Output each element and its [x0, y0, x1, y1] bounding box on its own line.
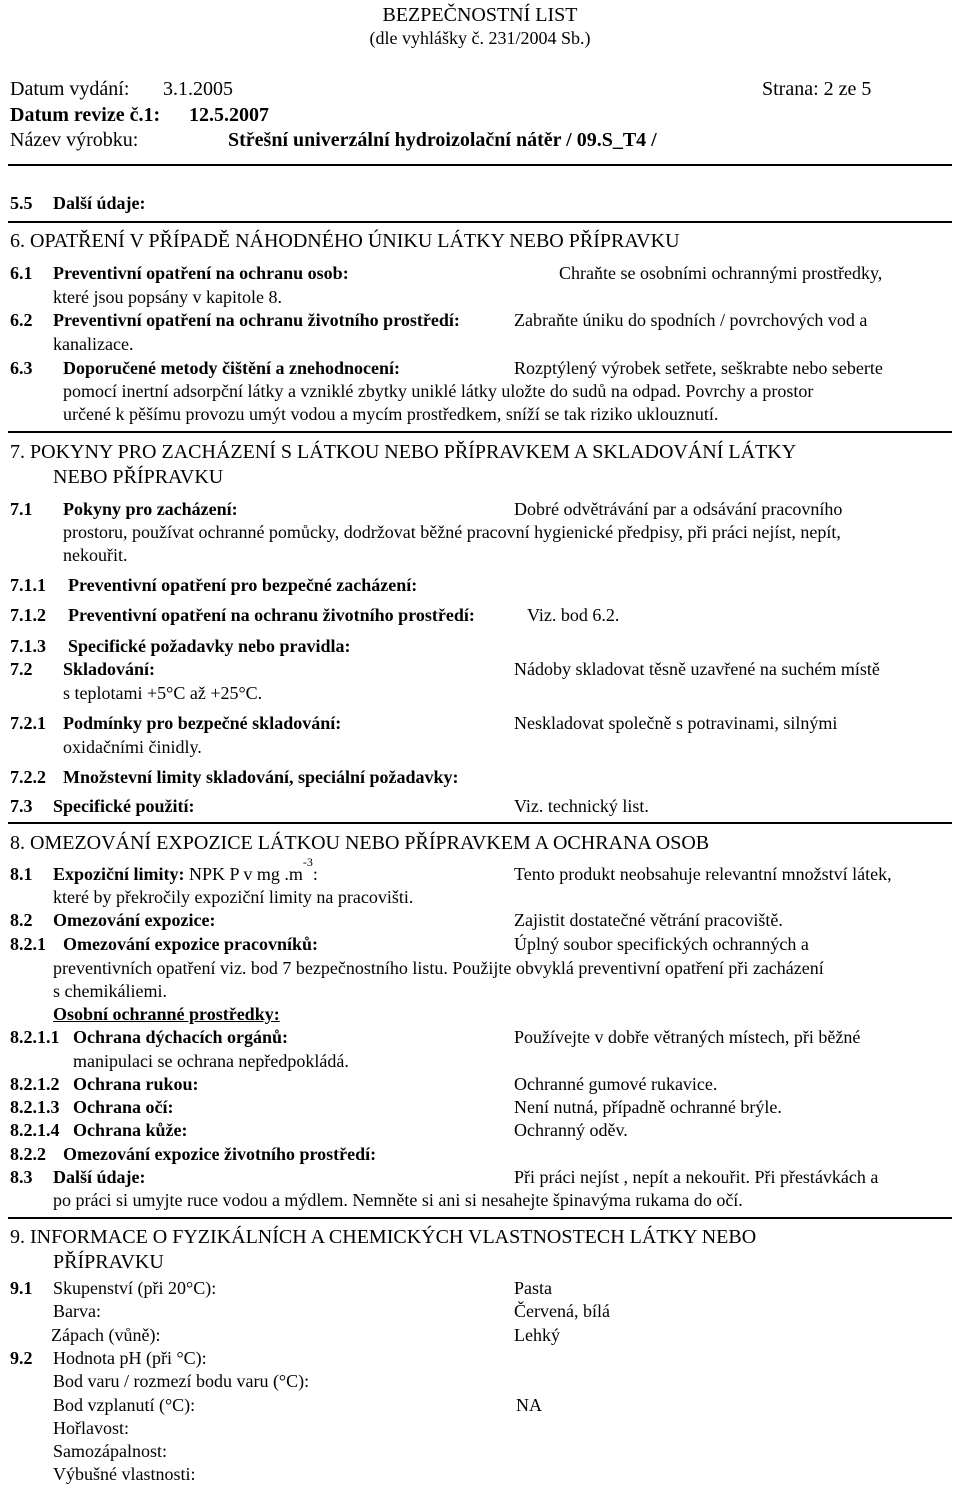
s61-value: Chraňte se osobními ochrannými prostředky,: [559, 263, 883, 283]
s83-number: 8.3: [10, 1167, 33, 1187]
odor-label: Zápach (vůně):: [51, 1325, 161, 1345]
personal-protection-heading: Osobní ochranné prostředky:: [53, 1004, 280, 1024]
s721-value-cont: oxidačními činidly.: [63, 737, 202, 757]
s721-number: 7.2.1: [10, 713, 46, 733]
s63-value-cont: pomocí inertní adsorpční látky a vzniklé zbytky uniklé látky uložte do sudů na odpad. Povrchy a prostor: [63, 381, 814, 401]
s81-label: Expoziční limity:: [53, 864, 185, 884]
s8211-label: Ochrana dýchacích orgánů:: [73, 1027, 289, 1047]
product-name: Střešní univerzální hydroizolační nátěr / 09.S_T4 /: [228, 129, 657, 151]
s83-label: Další údaje:: [53, 1167, 146, 1187]
s713-label: Specifické požadavky nebo pravidla:: [68, 636, 351, 656]
issue-date: 3.1.2005: [163, 78, 233, 100]
s71-value-cont: prostoru, používat ochranné pomůcky, dodržovat běžné pracovní hygienické předpisy, při práci nejíst, nepít,: [63, 522, 841, 542]
flammability-label: Hořlavost:: [53, 1418, 129, 1438]
s62-number: 6.2: [10, 310, 33, 330]
s722-label: Množstevní limity skladování, speciální požadavky:: [63, 767, 459, 787]
s71-value-cont2: nekouřit.: [63, 545, 128, 565]
s711-number: 7.1.1: [10, 575, 46, 595]
color-label: Barva:: [53, 1301, 101, 1321]
page-label: Strana:: [762, 78, 819, 100]
s63-label: Doporučené metody čištění a znehodnocení:: [63, 358, 400, 378]
s822-label: Omezování expozice životního prostředí:: [63, 1144, 377, 1164]
s8214-number: 8.2.1.4: [10, 1120, 60, 1140]
color-value: Červená, bílá: [514, 1301, 610, 1321]
s722-number: 7.2.2: [10, 767, 46, 787]
section-divider: [8, 431, 952, 433]
s821-label: Omezování expozice pracovníků:: [63, 934, 318, 954]
s62-value: Zabraňte úniku do spodních / povrchových vod a: [514, 310, 868, 330]
header-divider: [8, 164, 952, 166]
s712-number: 7.1.2: [10, 605, 46, 625]
s8212-value: Ochranné gumové rukavice.: [514, 1074, 718, 1094]
section-9-title: 9. INFORMACE O FYZIKÁLNÍCH A CHEMICKÝCH VLASTNOSTECH LÁTKY NEBO: [10, 1226, 757, 1248]
s821-value-cont2: s chemikáliemi.: [53, 981, 167, 1001]
s82-number: 8.2: [10, 910, 33, 930]
s721-value: Neskladovat společně s potravinami, silnými: [514, 713, 838, 733]
s81-value-cont: které by překročily expoziční limity na pracovišti.: [53, 887, 414, 907]
s91-number: 9.1: [10, 1278, 33, 1298]
s83-value: Při práci nejíst , nepít a nekouřit. Při přestávkách a: [514, 1167, 879, 1187]
s81-unit-exponent: -3: [302, 855, 313, 869]
s8211-number: 8.2.1.1: [10, 1027, 60, 1047]
s55-number: 5.5: [10, 193, 33, 213]
s822-number: 8.2.2: [10, 1144, 46, 1164]
s713-number: 7.1.3: [10, 636, 46, 656]
odor-value: Lehký: [514, 1325, 560, 1345]
state-label: Skupenství (při 20°C):: [53, 1278, 217, 1298]
s821-value-cont: preventivních opatření viz. bod 7 bezpečnostního listu. Použijte obvyklá preventivní opatření při zacházení: [53, 958, 824, 978]
s61-label: Preventivní opatření na ochranu osob:: [53, 263, 349, 283]
s711-label: Preventivní opatření pro bezpečné zacházení:: [68, 575, 418, 595]
s63-value-cont2: určené k pěšímu provozu umýt vodou a mycím prostředkem, sníží se tak riziko uklouznutí.: [63, 404, 719, 424]
s72-value: Nádoby skladovat těsně uzavřené na suchém místě: [514, 659, 880, 679]
s721-label: Podmínky pro bezpečné skladování:: [63, 713, 342, 733]
revision-label: Datum revize č.1:: [10, 104, 161, 126]
s8214-label: Ochrana kůže:: [73, 1120, 188, 1140]
document-subtitle: (dle vyhlášky č. 231/2004 Sb.): [369, 28, 591, 48]
s55-label: Další údaje:: [53, 193, 146, 213]
s63-value: Rozptýlený výrobek setřete, seškrabte nebo seberte: [514, 358, 883, 378]
s8213-value: Není nutná, případně ochranné brýle.: [514, 1097, 782, 1117]
s81-number: 8.1: [10, 864, 33, 884]
section-8-title: 8. OMEZOVÁNÍ EXPOZICE LÁTKOU NEBO PŘÍPRAVKEM A OCHRANA OSOB: [10, 832, 710, 854]
s73-number: 7.3: [10, 796, 33, 816]
s62-label: Preventivní opatření na ochranu životního prostředí:: [53, 310, 460, 330]
s73-label: Specifické použití:: [53, 796, 195, 816]
section-divider: [8, 822, 952, 824]
section-7-title: 7. POKYNY PRO ZACHÁZENÍ S LÁTKOU NEBO PŘÍPRAVKEM A SKLADOVÁNÍ LÁTKY: [10, 441, 797, 463]
s8214-value: Ochranný oděv.: [514, 1120, 628, 1140]
flash-point-label: Bod vzplanutí (°C):: [53, 1395, 196, 1415]
page-total: 5: [861, 78, 872, 100]
s72-value-cont: s teplotami +5°C až +25°C.: [63, 683, 263, 703]
boiling-point-label: Bod varu / rozmezí bodu varu (°C):: [53, 1371, 310, 1391]
s81-unit: NPK P v mg .m: [189, 864, 303, 884]
product-label: Název výrobku:: [10, 129, 139, 151]
s82-value: Zajistit dostatečné větrání pracoviště.: [514, 910, 783, 930]
page-counter: [762, 78, 871, 100]
s71-number: 7.1: [10, 499, 33, 519]
self-ignition-label: Samozápalnost:: [53, 1441, 167, 1461]
s8213-number: 8.2.1.3: [10, 1097, 60, 1117]
section-divider: [8, 221, 952, 223]
s8211-value-cont: manipulaci se ochrana nepředpokládá.: [73, 1051, 349, 1071]
section-6-title: 6. OPATŘENÍ V PŘÍPADĚ NÁHODNÉHO ÚNIKU LÁTKY NEBO PŘÍPRAVKU: [10, 230, 680, 252]
s63-number: 6.3: [10, 358, 33, 378]
s712-value: Viz. bod 6.2.: [527, 605, 620, 625]
s8212-label: Ochrana rukou:: [73, 1074, 199, 1094]
s61-number: 6.1: [10, 263, 33, 283]
s71-label: Pokyny pro zacházení:: [63, 499, 238, 519]
s8213-label: Ochrana očí:: [73, 1097, 174, 1117]
s72-number: 7.2: [10, 659, 33, 679]
explosive-label: Výbušné vlastnosti:: [53, 1464, 196, 1484]
s81-colon: :: [312, 864, 318, 884]
page-current: 2: [823, 78, 834, 100]
s73-value: Viz. technický list.: [514, 796, 649, 816]
section-7-title-cont: NEBO PŘÍPRAVKU: [53, 466, 224, 488]
issue-date-label: Datum vydání:: [10, 78, 130, 100]
flash-point-value: NA: [516, 1395, 542, 1415]
s71-value: Dobré odvětrávání par a odsávání pracovního: [514, 499, 843, 519]
s62-value-cont: kanalizace.: [53, 334, 134, 354]
s92-number: 9.2: [10, 1348, 33, 1368]
document-title: BEZPEČNOSTNÍ LIST: [382, 4, 578, 26]
s81-value: Tento produkt neobsahuje relevantní množství látek,: [514, 864, 892, 884]
section-divider: [8, 1217, 952, 1219]
s61-value-cont: které jsou popsány v kapitole 8.: [53, 287, 282, 307]
s8211-value: Používejte v dobře větraných místech, při běžné: [514, 1027, 861, 1047]
state-value: Pasta: [514, 1278, 552, 1298]
page-sep: ze: [838, 78, 857, 100]
s72-label: Skladování:: [63, 659, 156, 679]
s821-value: Úplný soubor specifických ochranných a: [514, 934, 809, 954]
ph-label: Hodnota pH (při °C):: [53, 1348, 207, 1368]
s712-label: Preventivní opatření na ochranu životního prostředí:: [68, 605, 475, 625]
s82-label: Omezování expozice:: [53, 910, 216, 930]
revision-date: 12.5.2007: [189, 104, 269, 126]
s83-value-cont: po práci si umyjte ruce vodou a mýdlem. Nemněte si ani si nesahejte špinavýma rukama do očí.: [53, 1190, 743, 1210]
s81-label-group: [53, 855, 318, 885]
s821-number: 8.2.1: [10, 934, 46, 954]
s8212-number: 8.2.1.2: [10, 1074, 60, 1094]
section-9-title-cont: PŘÍPRAVKU: [53, 1251, 164, 1273]
